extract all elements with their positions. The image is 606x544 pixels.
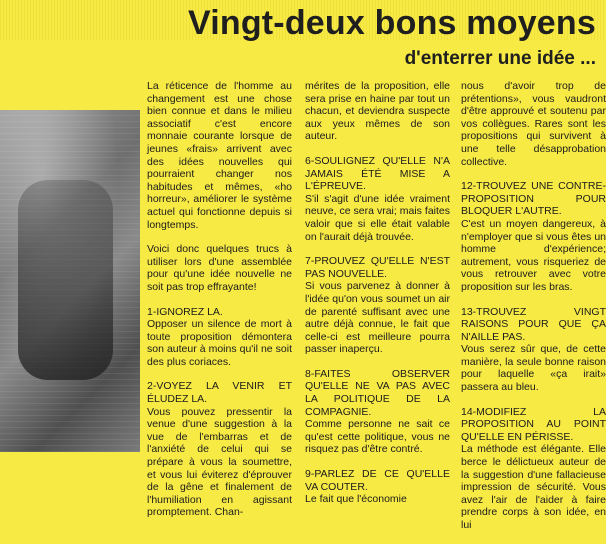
section-1-body: Opposer un silence de mort à toute proposition démontera son auteur à moins qu'il ne soit des plus coriaces. [147,318,292,368]
section-2-heading: 2-VOYEZ LA VENIR ET ÉLUDEZ LA. [147,380,292,406]
article-column-1 [147,80,292,531]
photo-figure [18,180,113,380]
section-14-body: La méthode est élégante. Elle berce le délictueux auteur de la suggestion d'une fallacieuse impression de sécurité. Vous avez l'air de l'aider à faire prendre corps à son idée, en lui [461,443,606,531]
article-column-2 [305,80,450,518]
section-7-heading: 7-PROUVEZ QU'ELLE N'EST PAS NOUVELLE. [305,255,450,280]
article-photo [0,110,140,452]
section-6-body: S'il s'agit d'une idée vraiment neuve, ce sera vrai; mais faites valoir que si elle était valable on l'aurait déjà trouvée. [305,192,450,243]
column-3-continuation: nous d'avoir trop de prétentions», vous vaudront d'être approuvé et soutenu par vos collègues. Rares sont les propositions qui survivent à une telle désapprobation collective. [461,80,606,168]
section-7-body: Si vous parvenez à donner à l'idée qu'on vous soumet un air de parenté suffisant avec une autre déjà connue, le fait que celle-ci est meilleure pourra passer inaperçu. [305,280,450,356]
section-14-heading: 14-MODIFIEZ LA PROPOSITION AU POINT QU'ELLE EN PÉRISSE. [461,405,606,443]
section-12-heading: 12-TROUVEZ UNE CONTRE-PROPOSITION POUR BLOQUER L'AUTRE. [461,180,606,218]
section-8-heading: 8-FAITES OBSERVER QU'ELLE NE VA PAS AVEC LA POLITIQUE DE LA COMPAGNIE. [305,367,450,418]
section-9-body: Le fait que l'économie [305,493,407,506]
section-8-body: Comme personne ne sait ce qu'est cette politique, vous ne risquez pas d'être contré. [305,418,450,456]
section-6-heading: 6-SOULIGNEZ QU'ELLE N'A JAMAIS ÉTÉ MISE A L'ÉPREUVE. [305,154,450,193]
column-2-continuation: mérites de la proposition, elle sera prise en haine par tout un chacun, et deviendra suspecte aux yeux mêmes de son auteur. [305,80,450,143]
section-13-body: Vous serez sûr que, de cette manière, la seule bonne raison pour laquelle «ça irait» passera au bleu. [461,343,606,394]
article-column-3 [461,80,606,544]
section-9-heading: 9-PARLEZ DE CE QU'ELLE VA COUTER. [305,468,450,493]
page-title: Vingt-deux bons moyens [187,4,596,42]
intro-paragraph-2: Voici donc quelques trucs à utiliser lors d'une assemblée pour qu'une idée nouvelle ne soit pas trop effrayante! [147,243,292,293]
page-subtitle: d'enterrer une idée ... [404,48,596,69]
section-1-heading: 1-IGNOREZ LA. [147,305,223,318]
section-12-body: C'est un moyen dangereux, à n'employer que si vous êtes un homme d'expérience; autrement, vous risqueriez de vous retrouver avec votre proposition sur les bras. [461,217,606,293]
section-2-body: Vous pouvez pressentir la venue d'une suggestion à la vue de l'embarras et de l'anxiété de celui qui se prépare à vous la soumettre, et vous lui éviterez d'éprouver de la gêne et finalement de l'humiliation en agissant promptement. Chan- [147,405,292,519]
intro-paragraph-1: La réticence de l'homme au changement est une chose bien connue et dans le milieu associatif c'est encore monnaie courante lorsque de jeunes «frais» arrivent avec des idées nouvelles qui pourraient changer nos habitudes et mêmes, «ho horreur», améliorer le système actuel qui fonctionne depuis si longtemps. [147,80,292,231]
section-13-heading: 13-TROUVEZ VINGT RAISONS POUR QUE ÇA N'AILLE PAS. [461,305,606,343]
